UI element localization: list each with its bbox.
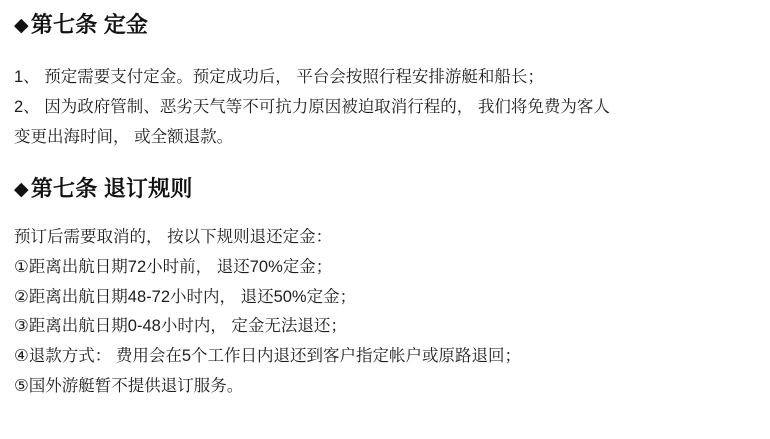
deposit-paragraph-2: 2、 因为政府管制、恶劣天气等不可抗力原因被迫取消行程的， 我们将免费为客人 xyxy=(14,97,610,116)
diamond-bullet-icon: ◆ xyxy=(14,15,29,36)
deposit-paragraph-1: 1、 预定需要支付定金。预定成功后， 平台会按照行程安排游艇和船长； xyxy=(14,67,544,86)
section-cancellation-heading xyxy=(14,174,756,204)
section-cancellation-body xyxy=(14,223,756,401)
cancellation-rule-1: ①距离出航日期72小时前， 退还70%定金； xyxy=(14,258,333,277)
section-cancellation-title: 第七条 退订规则 xyxy=(30,175,193,201)
cancellation-rule-4: ④退款方式： 费用会在5个工作日内退还到客户指定帐户或原路退回； xyxy=(14,347,522,366)
diamond-bullet-icon: ◆ xyxy=(14,178,29,200)
section-deposit xyxy=(14,10,756,152)
cancellation-rule-2: ②距离出航日期48-72小时内， 退还50%定金； xyxy=(14,287,357,306)
section-cancellation xyxy=(14,174,756,402)
section-deposit-title: 第七条 定金 xyxy=(30,12,149,37)
cancellation-rule-3: ③距离出航日期0-48小时内， 定金无法退还； xyxy=(14,317,347,336)
cancellation-rule-5: ⑤国外游艇暂不提供退订服务。 xyxy=(14,376,244,395)
cancellation-intro: 预订后需要取消的， 按以下规则退还定金： xyxy=(14,228,333,247)
section-deposit-heading xyxy=(14,10,756,40)
section-deposit-body xyxy=(14,62,756,152)
deposit-paragraph-3: 变更出海时间， 或全额退款。 xyxy=(14,127,234,146)
